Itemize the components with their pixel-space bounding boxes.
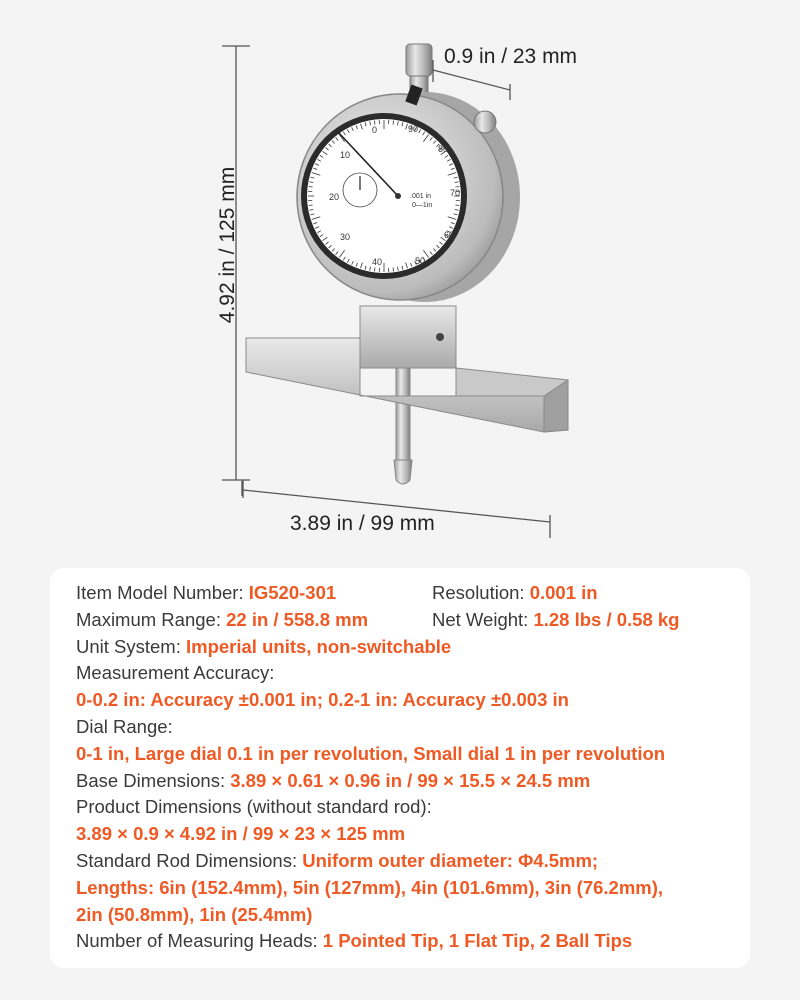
accuracy-value: 0-0.2 in: Accuracy ±0.001 in; 0.2-1 in: Accuracy ±0.003 in	[76, 689, 569, 711]
spec-row-heads	[76, 928, 724, 955]
dial-number-50: 50	[415, 256, 426, 266]
spec-row-model-resolution	[76, 580, 724, 607]
dial-number-10: 10	[340, 150, 351, 160]
dial-number-20: 20	[329, 192, 340, 202]
dial-tick	[374, 267, 375, 271]
heads-label: Number of Measuring Heads:	[76, 930, 323, 952]
spec-row-rod	[76, 848, 724, 875]
dial-number-90: 90	[408, 124, 419, 134]
unit-value: Imperial units, non-switchable	[186, 635, 452, 657]
dial-number-40: 40	[372, 257, 383, 267]
dial-tick	[393, 267, 394, 271]
width-dimension-label: 3.89 in / 99 mm	[290, 512, 435, 535]
spec-row-range-weight	[76, 607, 724, 634]
height-dimension-label: 4.92 in / 125 mm	[216, 166, 239, 324]
dial-number-80: 80	[438, 144, 449, 154]
product-value: 3.89 × 0.9 × 4.92 in / 99 × 23 × 125 mm	[76, 823, 406, 845]
model-label: Item Model Number:	[76, 582, 249, 603]
range-label: Maximum Range:	[76, 608, 227, 630]
spec-row-unit	[76, 634, 724, 661]
base-value: 3.89 × 0.61 × 0.96 in / 99 × 15.5 × 24.5 mm	[230, 769, 591, 791]
spec-row-dial-label	[76, 714, 724, 741]
dial-tick	[393, 121, 394, 125]
specifications-card	[50, 568, 750, 968]
unit-label: Unit System:	[76, 635, 186, 657]
resolution-label: Resolution:	[432, 582, 530, 603]
dial-range-text: 0—1in	[412, 202, 433, 209]
spec-row-product-label	[76, 794, 724, 821]
weight-value: 1.28 lbs / 0.58 kg	[533, 608, 680, 630]
spec-row-product-value	[76, 821, 724, 848]
spec-row-accuracy-label	[76, 660, 724, 687]
spec-row-accuracy-value	[76, 687, 724, 714]
spec-row-base	[76, 768, 724, 795]
depth-dimension-label: 0.9 in / 23 mm	[444, 45, 578, 68]
dial-number-0: 0	[372, 125, 378, 135]
model-value: IG520-301	[248, 582, 337, 603]
dial-tick	[309, 186, 313, 187]
product-label: Product Dimensions (without standard rod):	[76, 796, 432, 818]
dial-resolution-text: .001 in	[410, 193, 432, 200]
dial-number-70: 70	[450, 188, 461, 198]
weight-label: Net Weight:	[432, 608, 534, 630]
dial-tick	[309, 205, 313, 206]
spec-row-rod-lengths-1	[76, 875, 724, 902]
clamp-block	[360, 306, 456, 368]
dial-tick	[374, 121, 375, 125]
dial-tick	[455, 186, 459, 187]
rod-label: Standard Rod Dimensions:	[76, 849, 303, 871]
heads-value: 1 Pointed Tip, 1 Flat Tip, 2 Ball Tips	[322, 930, 633, 952]
dial-range-label: Dial Range:	[76, 715, 173, 737]
dial-number-60: 60	[444, 230, 455, 240]
accuracy-label: Measurement Accuracy:	[76, 662, 275, 684]
rod-value-diameter: Uniform outer diameter: Φ4.5mm;	[302, 849, 599, 871]
dial-tick	[455, 205, 459, 206]
range-value: 22 in / 558.8 mm	[226, 608, 369, 630]
rod-value-lengths-1: Lengths: 6in (152.4mm), 5in (127mm), 4in (101.6mm), 3in (76.2mm),	[76, 876, 664, 898]
base-label: Base Dimensions:	[76, 769, 231, 791]
dial-number-30: 30	[340, 232, 351, 242]
dial-range-value: 0-1 in, Large dial 0.1 in per revolution, Small dial 1 in per revolution	[76, 742, 666, 764]
resolution-value: 0.001 in	[529, 582, 598, 603]
spec-row-rod-lengths-2	[76, 902, 724, 929]
rod-value-lengths-2: 2in (50.8mm), 1in (25.4mm)	[76, 903, 313, 925]
spec-row-dial-value	[76, 741, 724, 768]
